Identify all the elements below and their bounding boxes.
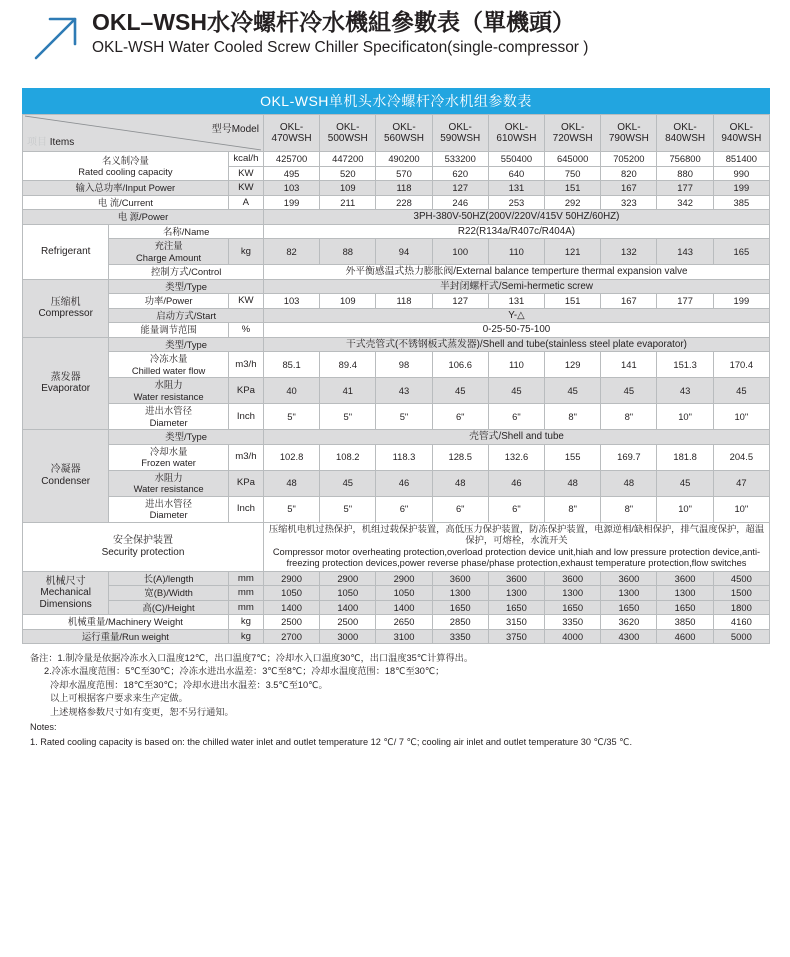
table-row — [23, 629, 770, 644]
data-cell: 43 — [376, 378, 432, 404]
row-label-chilled-water-flow: 冷冻水量 Chilled water flow — [109, 352, 228, 378]
note-line-6: Notes: — [30, 722, 57, 733]
table-row — [23, 294, 770, 309]
data-cell: 2900 — [320, 571, 376, 586]
specification-table — [22, 114, 770, 644]
data-cell: 3620 — [601, 615, 657, 630]
page-title-en: OKL-WSH Water Cooled Screw Chiller Specificaton(single-compressor ) — [92, 39, 589, 56]
data-cell: 131 — [488, 294, 544, 309]
data-cell: 520 — [320, 166, 376, 181]
row-label-compressor-start: 启动方式/Start — [109, 308, 264, 323]
row-label-charge-amount: 充注量 Charge Amount — [109, 239, 228, 265]
table-header-row — [23, 115, 770, 152]
data-cell: 121 — [545, 239, 601, 265]
data-cell: 3600 — [657, 571, 713, 586]
data-cell: 127 — [432, 294, 488, 309]
table-row — [23, 239, 770, 265]
unit-cell: mm — [228, 571, 263, 586]
unit-cell: mm — [228, 600, 263, 615]
data-cell-evaporator-type: 干式壳管式(不锈钢板式蒸发器)/Shell and tube(stainless steel plate evaporator) — [263, 337, 769, 352]
data-cell: 110 — [488, 352, 544, 378]
data-cell: 3150 — [488, 615, 544, 630]
data-cell-condenser-type: 壳管式/Shell and tube — [263, 430, 769, 445]
data-cell: 6" — [488, 404, 544, 430]
data-cell: 8" — [545, 496, 601, 522]
unit-cell: mm — [228, 586, 263, 601]
unit-cell: m3/h — [228, 352, 263, 378]
row-label-width: 宽(B)/Width — [109, 586, 228, 601]
data-cell: 3600 — [432, 571, 488, 586]
data-cell: 4600 — [657, 629, 713, 644]
data-cell: 2850 — [432, 615, 488, 630]
model-header-cell: OKL- 790WSH — [601, 115, 657, 152]
data-cell: 8" — [601, 496, 657, 522]
note-line-3: 冷却水温度范围：18℃至30℃；冷却水进出水温差：3.5℃至10℃。 — [50, 679, 328, 690]
table-row — [23, 337, 770, 352]
data-cell: 46 — [376, 470, 432, 496]
data-cell-refrigerant-control: 外平衡感温式热力膨胀阀/External balance temperture thermal expansion valve — [263, 265, 769, 280]
row-label-power-source: 电 源/Power — [23, 210, 264, 225]
data-cell: 45 — [657, 470, 713, 496]
data-cell: 47 — [713, 470, 769, 496]
data-cell: 102.8 — [263, 444, 319, 470]
data-cell: 204.5 — [713, 444, 769, 470]
table-row — [23, 470, 770, 496]
data-cell: 103 — [263, 181, 319, 196]
arrow-up-right-icon — [30, 8, 86, 64]
data-cell: 177 — [657, 181, 713, 196]
note-line-4: 以上可根据客户要求来生产定做。 — [50, 693, 188, 704]
group-label-refrigerant: Refrigerant — [23, 224, 109, 279]
table-banner-title: OKL-WSH单机头水冷螺杆冷水机组参数表 — [22, 88, 770, 114]
data-cell: 45 — [488, 378, 544, 404]
row-label-condenser-resistance: 水阻力 Water resistance — [109, 470, 228, 496]
data-cell: 10" — [713, 404, 769, 430]
data-cell: 640 — [488, 166, 544, 181]
row-label-refrigerant-name: 名称/Name — [109, 224, 264, 239]
data-cell: 425700 — [263, 152, 319, 167]
table-row — [23, 352, 770, 378]
data-cell: 756800 — [657, 152, 713, 167]
unit-cell: m3/h — [228, 444, 263, 470]
data-cell: 4300 — [601, 629, 657, 644]
data-cell: 41 — [320, 378, 376, 404]
data-cell: 342 — [657, 195, 713, 210]
data-cell: 5" — [320, 404, 376, 430]
data-cell: 46 — [488, 470, 544, 496]
data-cell: 2500 — [263, 615, 319, 630]
table-row — [23, 152, 770, 167]
data-cell: 127 — [432, 181, 488, 196]
table-row — [23, 308, 770, 323]
data-cell: 109 — [320, 294, 376, 309]
data-cell: 48 — [432, 470, 488, 496]
data-cell-security-protection: 压缩机电机过热保护，机组过载保护装置，高低压力保护装置，防冻保护装置，电源逆相/缺相保护，排气温度保护，超温保护，可熔栓，水流开关 Compressor motor overheating protection,overload protection device unit,hiah and low pressure protection device,anti-freezing protection devices,power reverse phase/phase protection,exhaust temperature protection,flow switches — [263, 522, 769, 571]
table-row — [23, 430, 770, 445]
row-label-height: 高(C)/Height — [109, 600, 228, 615]
data-cell: 5" — [320, 496, 376, 522]
data-cell: 1400 — [320, 600, 376, 615]
data-cell: 132.6 — [488, 444, 544, 470]
data-cell: 5" — [376, 404, 432, 430]
model-header-cell: OKL- 610WSH — [488, 115, 544, 152]
data-cell: 3850 — [657, 615, 713, 630]
table-row — [23, 496, 770, 522]
row-label-length: 长(A)/length — [109, 571, 228, 586]
table-row — [23, 571, 770, 586]
row-label-condenser-water-flow: 冷却水量 Frozen water — [109, 444, 228, 470]
data-cell: 45 — [545, 378, 601, 404]
row-label-compressor-power: 功率/Power — [109, 294, 228, 309]
data-cell: 620 — [432, 166, 488, 181]
data-cell: 151.3 — [657, 352, 713, 378]
data-cell-compressor-start: Y-△ — [263, 308, 769, 323]
data-cell: 4000 — [545, 629, 601, 644]
data-cell: 131 — [488, 181, 544, 196]
data-cell: 1300 — [488, 586, 544, 601]
table-row — [23, 378, 770, 404]
model-header-cell: OKL- 940WSH — [713, 115, 769, 152]
model-header-cell: OKL- 560WSH — [376, 115, 432, 152]
data-cell: 88 — [320, 239, 376, 265]
unit-cell: kcal/h — [228, 152, 263, 167]
data-cell: 2700 — [263, 629, 319, 644]
row-label-capacity-range: 能量调节范围 — [109, 323, 228, 338]
data-cell: 2900 — [263, 571, 319, 586]
unit-cell: KPa — [228, 470, 263, 496]
data-cell: 3600 — [545, 571, 601, 586]
data-cell: 170.4 — [713, 352, 769, 378]
data-cell: 167 — [601, 181, 657, 196]
data-cell: 143 — [657, 239, 713, 265]
data-cell: 6" — [488, 496, 544, 522]
row-label-refrigerant-control: 控制方式/Control — [109, 265, 264, 280]
data-cell: 2500 — [320, 615, 376, 630]
data-cell: 40 — [263, 378, 319, 404]
data-cell: 1300 — [601, 586, 657, 601]
note-line-2: 2.冷冻水温度范围：5℃至30℃；冷冻水进出水温差：3℃至8℃；冷却水温度范围：18℃至30℃； — [44, 666, 445, 677]
data-cell: 106.6 — [432, 352, 488, 378]
data-cell: 495 — [263, 166, 319, 181]
data-cell: 82 — [263, 239, 319, 265]
table-row — [23, 615, 770, 630]
data-cell: 1300 — [657, 586, 713, 601]
data-cell: 3100 — [376, 629, 432, 644]
data-cell: 6" — [432, 404, 488, 430]
table-row — [23, 600, 770, 615]
row-label-evaporator-diameter: 进出水管径 Diameter — [109, 404, 228, 430]
table-row — [23, 444, 770, 470]
unit-cell: Inch — [228, 404, 263, 430]
data-cell: 385 — [713, 195, 769, 210]
data-cell: 48 — [545, 470, 601, 496]
data-cell: 550400 — [488, 152, 544, 167]
table-row — [23, 323, 770, 338]
data-cell: 570 — [376, 166, 432, 181]
row-label-condenser-type: 类型/Type — [109, 430, 264, 445]
row-label-evaporator-resistance: 水阻力 Water resistance — [109, 378, 228, 404]
group-label-condenser: 冷凝器 Condenser — [23, 430, 109, 523]
data-cell: 228 — [376, 195, 432, 210]
data-cell: 103 — [263, 294, 319, 309]
header-items-label: 项目 Items — [27, 136, 75, 148]
data-cell: 5" — [263, 404, 319, 430]
data-cell: 8" — [545, 404, 601, 430]
header-corner-cell — [23, 115, 264, 152]
data-cell: 10" — [657, 404, 713, 430]
data-cell: 6" — [376, 496, 432, 522]
data-cell: 48 — [601, 470, 657, 496]
unit-cell: kg — [228, 629, 263, 644]
data-cell: 5" — [263, 496, 319, 522]
model-header-cell: OKL- 500WSH — [320, 115, 376, 152]
note-line-7: 1. Rated cooling capacity is based on: the chilled water inlet and outlet temperature 12 ℃/ 7 ℃; cooling air inlet and outlet temperature 30 ℃/35 ℃. — [30, 737, 633, 748]
page-title-cn: OKL–WSH水冷螺杆冷水機組參數表（單機頭） — [92, 9, 575, 35]
data-cell-capacity-range: 0-25-50-75-100 — [263, 323, 769, 338]
table-row — [23, 210, 770, 225]
data-cell: 253 — [488, 195, 544, 210]
data-cell: 3750 — [488, 629, 544, 644]
data-cell: 45 — [601, 378, 657, 404]
row-label-compressor-type: 类型/Type — [109, 279, 264, 294]
row-label-condenser-diameter: 进出水管径 Diameter — [109, 496, 228, 522]
data-cell: 246 — [432, 195, 488, 210]
group-label-compressor: 压缩机 Compressor — [23, 279, 109, 337]
data-cell: 98 — [376, 352, 432, 378]
data-cell: 45 — [432, 378, 488, 404]
data-cell: 1650 — [657, 600, 713, 615]
data-cell: 880 — [657, 166, 713, 181]
data-cell: 132 — [601, 239, 657, 265]
data-cell: 100 — [432, 239, 488, 265]
data-cell: 165 — [713, 239, 769, 265]
data-cell: 3350 — [545, 615, 601, 630]
unit-cell: % — [228, 323, 263, 338]
model-header-cell: OKL- 590WSH — [432, 115, 488, 152]
row-label-machinery-weight: 机械重量/Machinery Weight — [23, 615, 229, 630]
data-cell: 94 — [376, 239, 432, 265]
data-cell: 151 — [545, 294, 601, 309]
notes-section — [30, 652, 768, 750]
table-row — [23, 181, 770, 196]
data-cell: 109 — [320, 181, 376, 196]
data-cell: 177 — [657, 294, 713, 309]
data-cell: 4500 — [713, 571, 769, 586]
data-cell-power-source: 3PH-380V-50HZ(200V/220V/415V 50HZ/60HZ) — [263, 210, 769, 225]
row-label-input-power: 输入总功率/Input Power — [23, 181, 229, 196]
data-cell: 990 — [713, 166, 769, 181]
unit-cell: kg — [228, 615, 263, 630]
data-cell: 118 — [376, 181, 432, 196]
group-label-mechanical-dimensions: 机械尺寸 Mechanical Dimensions — [23, 571, 109, 615]
group-label-evaporator: 蒸发器 Evaporator — [23, 337, 109, 430]
data-cell: 1800 — [713, 600, 769, 615]
unit-cell: KW — [228, 166, 263, 181]
header-model-label: 型号Model — [211, 124, 259, 135]
data-cell: 110 — [488, 239, 544, 265]
data-cell: 169.7 — [601, 444, 657, 470]
row-label-run-weight: 运行重量/Run weight — [23, 629, 229, 644]
data-cell: 705200 — [601, 152, 657, 167]
note-line-5: 上述规格参数尺寸如有变更，恕不另行通知。 — [50, 706, 234, 717]
unit-cell: A — [228, 195, 263, 210]
unit-cell: KW — [228, 181, 263, 196]
data-cell: 750 — [545, 166, 601, 181]
data-cell: 155 — [545, 444, 601, 470]
data-cell: 45 — [713, 378, 769, 404]
data-cell: 1050 — [263, 586, 319, 601]
data-cell: 533200 — [432, 152, 488, 167]
row-label-current: 电 流/Current — [23, 195, 229, 210]
data-cell: 1050 — [320, 586, 376, 601]
data-cell: 199 — [713, 294, 769, 309]
table-row — [23, 522, 770, 571]
data-cell: 292 — [545, 195, 601, 210]
data-cell: 3600 — [488, 571, 544, 586]
data-cell: 645000 — [545, 152, 601, 167]
data-cell: 108.2 — [320, 444, 376, 470]
table-row — [23, 195, 770, 210]
table-row — [23, 279, 770, 294]
data-cell: 45 — [320, 470, 376, 496]
data-cell: 490200 — [376, 152, 432, 167]
data-cell: 118 — [376, 294, 432, 309]
unit-cell: KW — [228, 294, 263, 309]
table-row — [23, 265, 770, 280]
data-cell: 3000 — [320, 629, 376, 644]
data-cell: 89.4 — [320, 352, 376, 378]
data-cell: 10" — [713, 496, 769, 522]
data-cell: 129 — [545, 352, 601, 378]
data-cell: 1500 — [713, 586, 769, 601]
data-cell: 820 — [601, 166, 657, 181]
row-label-security-protection: 安全保护装置 Security protection — [23, 522, 264, 571]
note-line-1: 备注：1.制冷量是依据冷冻水入口温度12℃，出口温度7℃；冷却水入口温度30℃，出口温度35℃计算得出。 — [30, 653, 474, 663]
data-cell: 8" — [601, 404, 657, 430]
row-label-rated-cooling: 名义制冷量 Rated cooling capacity — [23, 152, 229, 181]
data-cell: 199 — [713, 181, 769, 196]
document-header — [0, 0, 790, 72]
data-cell: 85.1 — [263, 352, 319, 378]
data-cell: 5000 — [713, 629, 769, 644]
data-cell: 851400 — [713, 152, 769, 167]
data-cell: 43 — [657, 378, 713, 404]
data-cell: 1300 — [432, 586, 488, 601]
data-cell: 6" — [432, 496, 488, 522]
data-cell: 118.3 — [376, 444, 432, 470]
data-cell: 1400 — [263, 600, 319, 615]
data-cell: 4160 — [713, 615, 769, 630]
row-label-evaporator-type: 类型/Type — [109, 337, 264, 352]
model-header-cell: OKL- 470WSH — [263, 115, 319, 152]
data-cell: 10" — [657, 496, 713, 522]
data-cell: 2650 — [376, 615, 432, 630]
table-row — [23, 586, 770, 601]
data-cell: 181.8 — [657, 444, 713, 470]
data-cell: 3600 — [601, 571, 657, 586]
data-cell-compressor-type: 半封闭螺杆式/Semi-hermetic screw — [263, 279, 769, 294]
data-cell: 1650 — [601, 600, 657, 615]
unit-cell: kg — [228, 239, 263, 265]
data-cell: 323 — [601, 195, 657, 210]
model-header-cell: OKL- 840WSH — [657, 115, 713, 152]
table-row — [23, 224, 770, 239]
data-cell: 141 — [601, 352, 657, 378]
unit-cell: KPa — [228, 378, 263, 404]
data-cell: 128.5 — [432, 444, 488, 470]
title-block — [92, 6, 588, 59]
data-cell: 1650 — [488, 600, 544, 615]
unit-cell: Inch — [228, 496, 263, 522]
data-cell: 1400 — [376, 600, 432, 615]
data-cell: 211 — [320, 195, 376, 210]
data-cell: 2900 — [376, 571, 432, 586]
data-cell: 3350 — [432, 629, 488, 644]
data-cell: 167 — [601, 294, 657, 309]
data-cell: 1300 — [545, 586, 601, 601]
data-cell: 1050 — [376, 586, 432, 601]
data-cell: 447200 — [320, 152, 376, 167]
table-row — [23, 404, 770, 430]
data-cell-refrigerant-name: R22(R134a/R407c/R404A) — [263, 224, 769, 239]
data-cell: 1650 — [432, 600, 488, 615]
data-cell: 1650 — [545, 600, 601, 615]
data-cell: 199 — [263, 195, 319, 210]
data-cell: 48 — [263, 470, 319, 496]
model-header-cell: OKL- 720WSH — [545, 115, 601, 152]
data-cell: 151 — [545, 181, 601, 196]
